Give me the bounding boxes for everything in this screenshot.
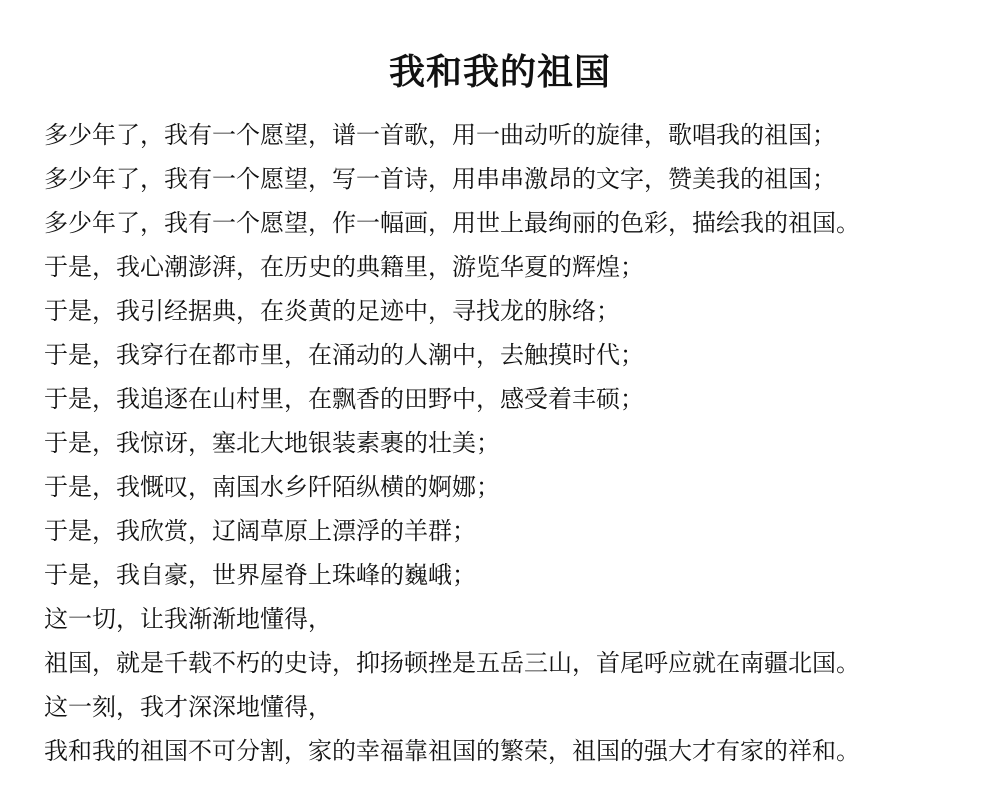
poem-line-9: 于是，我慨叹，南国水乡阡陌纵横的婀娜； [44,473,500,501]
poem-line-11: 于是，我自豪，世界屋脊上珠峰的巍峨； [44,561,476,589]
poem-line-7: 于是，我追逐在山村里，在飘香的田野中，感受着丰硕； [44,385,644,413]
poem-line-13: 祖国，就是千载不朽的史诗，抑扬顿挫是五岳三山，首尾呼应就在南疆北国。 [44,649,860,677]
poem-line-15: 我和我的祖国不可分割，家的幸福靠祖国的繁荣，祖国的强大才有家的祥和。 [44,737,860,765]
poem-line-6: 于是，我穿行在都市里，在涌动的人潮中，去触摸时代； [44,341,644,369]
poem-line-8: 于是，我惊讶，塞北大地银装素裹的壮美； [44,429,500,457]
poem-line-4: 于是，我心潮澎湃，在历史的典籍里，游览华夏的辉煌； [44,253,644,281]
poem-line-14: 这一刻，我才深深地懂得， [44,693,332,721]
document-title: 我和我的祖国 [388,52,611,93]
poem-line-2: 多少年了，我有一个愿望，写一首诗，用串串激昂的文字，赞美我的祖国； [44,165,836,193]
poem-body [44,113,974,773]
poem-line-3: 多少年了，我有一个愿望，作一幅画，用世上最绚丽的色彩，描绘我的祖国。 [44,209,860,237]
poem-line-1: 多少年了，我有一个愿望，谱一首歌，用一曲动听的旋律，歌唱我的祖国； [44,121,836,149]
poem-line-5: 于是，我引经据典，在炎黄的足迹中，寻找龙的脉络； [44,297,620,325]
poem-line-12: 这一切，让我渐渐地懂得， [44,605,332,633]
poem-line-10: 于是，我欣赏，辽阔草原上漂浮的羊群； [44,517,476,545]
